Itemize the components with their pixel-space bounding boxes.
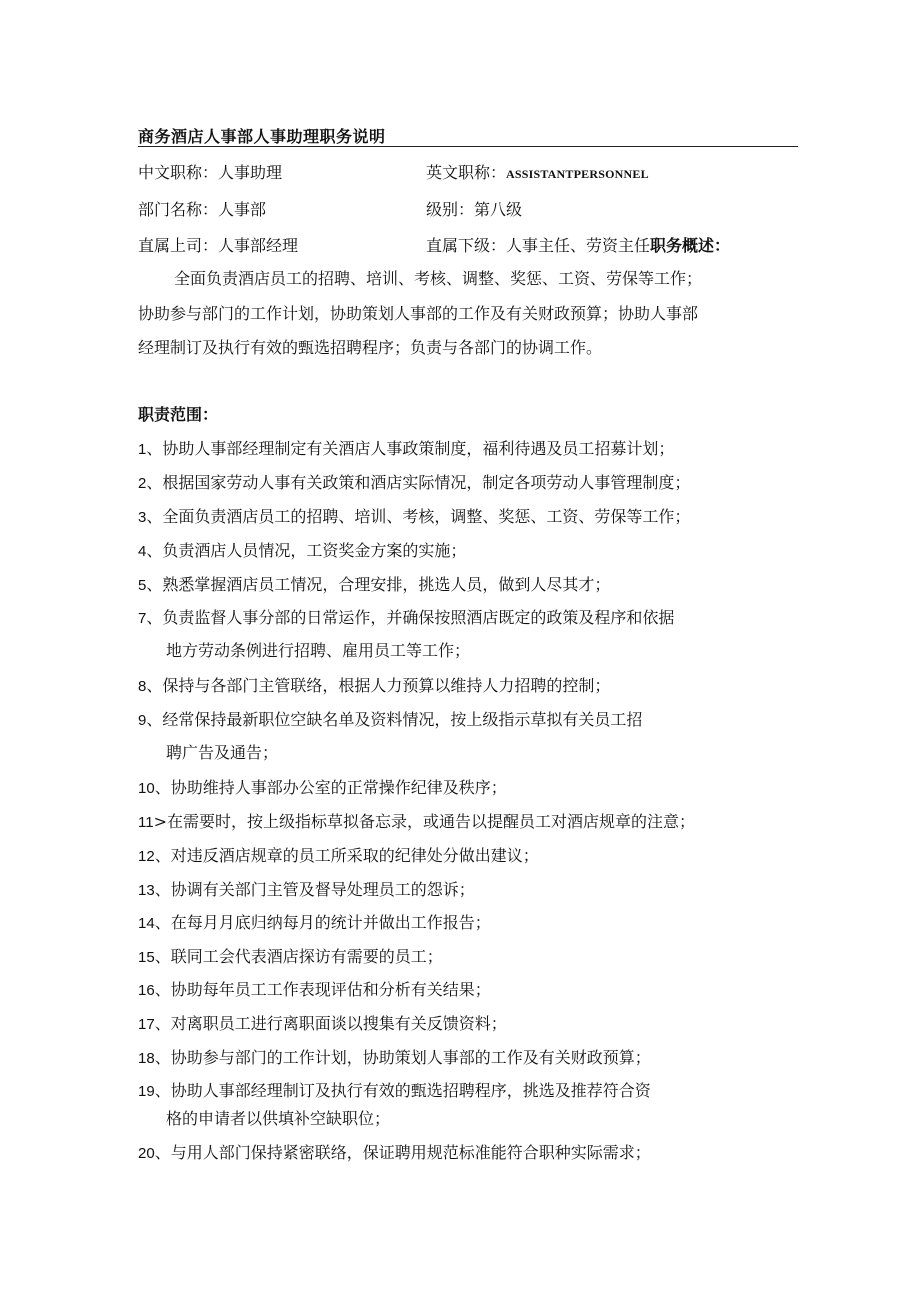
duty-item — [138, 775, 507, 798]
duty-item — [138, 1140, 651, 1163]
duty-item — [138, 707, 642, 730]
duty-separator: 、 — [146, 439, 163, 458]
duty-text: 熟悉掌握酒店员工情况，合理安排，挑选人员，做到人尽其才； — [162, 575, 611, 594]
duty-number: 11 — [138, 814, 154, 831]
duty-separator: 、 — [154, 980, 171, 999]
duty-number: 18 — [138, 1050, 155, 1067]
duty-item — [138, 673, 610, 696]
en-title-value: ASSISTANTPERSONNEL — [506, 167, 649, 181]
duty-number: 12 — [138, 848, 155, 865]
duty-item — [138, 1045, 651, 1068]
duty-item — [138, 504, 690, 527]
duty-number: 8 — [138, 678, 147, 695]
duty-text: 对离职员工进行离职面谈以搜集有关反馈资料； — [170, 1014, 507, 1033]
duty-text: 负责酒店人员情况，工资奖金方案的实施； — [162, 541, 467, 560]
duty-text: 全面负责酒店员工的招聘、培训、考核，调整、奖惩、工资、劳保等工作； — [162, 507, 691, 526]
duty-text-continued: 聘广告及通告； — [166, 743, 279, 762]
level-value: 第八级 — [474, 200, 523, 219]
duty-item — [138, 436, 674, 459]
subordinate-field — [426, 233, 730, 256]
summary-line-3: 经理制订及执行有效的甄选招聘程序；负责与各部门的协调工作。 — [138, 338, 603, 357]
duty-number: 19 — [138, 1083, 155, 1100]
overview-label: 职务概述： — [650, 236, 731, 255]
duty-text: 经常保持最新职位空缺名单及资料情况，按上级指示草拟有关员工招 — [162, 710, 643, 729]
duty-number: 16 — [138, 982, 155, 999]
duty-number: 3 — [138, 509, 147, 526]
duty-text-continued: 地方劳动条例进行招聘、雇用员工等工作； — [166, 641, 471, 660]
duty-text: 在每月月底归纳每月的统计并做出工作报告； — [170, 913, 491, 932]
duty-item — [138, 843, 539, 866]
duty-item — [138, 605, 674, 628]
duty-separator: 、 — [154, 1081, 171, 1100]
duty-number: 17 — [138, 1016, 155, 1033]
duty-number: 15 — [138, 949, 155, 966]
duty-item — [138, 572, 610, 595]
dept-value: 人事部 — [218, 200, 267, 219]
superior-value: 人事部经理 — [218, 236, 299, 255]
duty-number: 1 — [138, 441, 147, 458]
duties-title: 职责范围： — [138, 405, 219, 424]
duty-number: 4 — [138, 543, 147, 560]
duty-separator: 、 — [146, 710, 163, 729]
title-underline — [138, 146, 798, 147]
subordinate-label: 直属下级： — [426, 236, 507, 255]
level-field — [426, 197, 522, 220]
duty-separator: 、 — [146, 541, 163, 560]
cn-title-value: 人事助理 — [218, 163, 283, 182]
duty-text: 协助维持人事部办公室的正常操作纪律及秩序； — [170, 778, 507, 797]
duty-text: 与用人部门保持紧密联络，保证聘用规范标准能符合职种实际需求； — [170, 1143, 651, 1162]
duty-separator: 、 — [154, 1143, 171, 1162]
duty-item — [138, 470, 690, 493]
duty-separator: 、 — [146, 507, 163, 526]
duty-number: 9 — [138, 712, 147, 729]
subordinate-value: 人事主任、劳资主任 — [506, 236, 651, 255]
duty-item — [138, 944, 443, 967]
duty-number: 7 — [138, 610, 147, 627]
duty-text: 负责监督人事分部的日常运作，并确保按照酒店既定的政策及程序和依据 — [162, 608, 675, 627]
duty-text-continued: 格的申请者以供填补空缺职位； — [166, 1109, 391, 1128]
duty-separator: 、 — [146, 676, 163, 695]
duty-item — [138, 977, 491, 1000]
summary-line-1: 全面负责酒店员工的招聘、培训、考核、调整、奖惩、工资、劳保等工作； — [174, 269, 703, 288]
duty-item — [138, 910, 491, 933]
info-row-department — [138, 197, 523, 220]
info-row-reporting — [138, 233, 731, 256]
duty-number: 20 — [138, 1145, 155, 1162]
document-title: 商务酒店人事部人事助理职务说明 — [138, 127, 386, 146]
duty-text: 联同工会代表酒店探访有需要的员工； — [170, 947, 443, 966]
superior-label: 直属上司： — [138, 236, 219, 255]
duty-text: 协助每年员工工作表现评估和分析有关结果； — [170, 980, 491, 999]
duty-number: 14 — [138, 915, 155, 932]
duty-text: 保持与各部门主管联络，根据人力预算以维持人力招聘的控制； — [162, 676, 611, 695]
info-row-titles — [138, 160, 649, 183]
duty-item — [138, 1078, 651, 1101]
duty-text: 协助人事部经理制定有关酒店人事政策制度，福利待遇及员工招募计划； — [162, 439, 675, 458]
duty-separator: 、 — [154, 778, 171, 797]
duty-number: 10 — [138, 780, 155, 797]
duty-item — [138, 877, 475, 900]
duty-separator: 、 — [154, 1014, 171, 1033]
duty-separator: 、 — [154, 913, 171, 932]
duty-separator: 、 — [146, 575, 163, 594]
duty-item — [138, 538, 466, 561]
duty-separator: 、 — [154, 846, 171, 865]
duty-text: 协助参与部门的工作计划，协助策划人事部的工作及有关财政预算； — [170, 1048, 651, 1067]
dept-label: 部门名称： — [138, 200, 219, 219]
duty-number: 2 — [138, 475, 147, 492]
duty-separator: 、 — [154, 1048, 171, 1067]
en-title-label: 英文职称： — [426, 163, 507, 182]
cn-title-label: 中文职称： — [138, 163, 219, 182]
duty-separator: 、 — [154, 947, 171, 966]
en-title-field — [426, 160, 649, 183]
summary-line-2: 协助参与部门的工作计划，协助策划人事部的工作及有关财政预算；协助人事部 — [138, 304, 699, 323]
duty-number: 5 — [138, 577, 147, 594]
duty-number: 13 — [138, 882, 155, 899]
level-label: 级别： — [426, 200, 475, 219]
duty-item — [138, 809, 695, 832]
duty-separator: > — [153, 812, 167, 831]
duty-separator: 、 — [146, 608, 163, 627]
duty-text: 协调有关部门主管及督导处理员工的怨诉； — [170, 880, 475, 899]
duty-text: 在需要时，按上级指标草拟备忘录，或通告以提醒员工对酒店规章的注意； — [166, 812, 695, 831]
duty-separator: 、 — [154, 880, 171, 899]
duty-separator: 、 — [146, 473, 163, 492]
duty-text: 对违反酒店规章的员工所采取的纪律处分做出建议； — [170, 846, 539, 865]
duty-item — [138, 1011, 507, 1034]
duty-text: 协助人事部经理制订及执行有效的甄选招聘程序，挑选及推荐符合资 — [170, 1081, 651, 1100]
duty-text: 根据国家劳动人事有关政策和酒店实际情况，制定各项劳动人事管理制度； — [162, 473, 691, 492]
